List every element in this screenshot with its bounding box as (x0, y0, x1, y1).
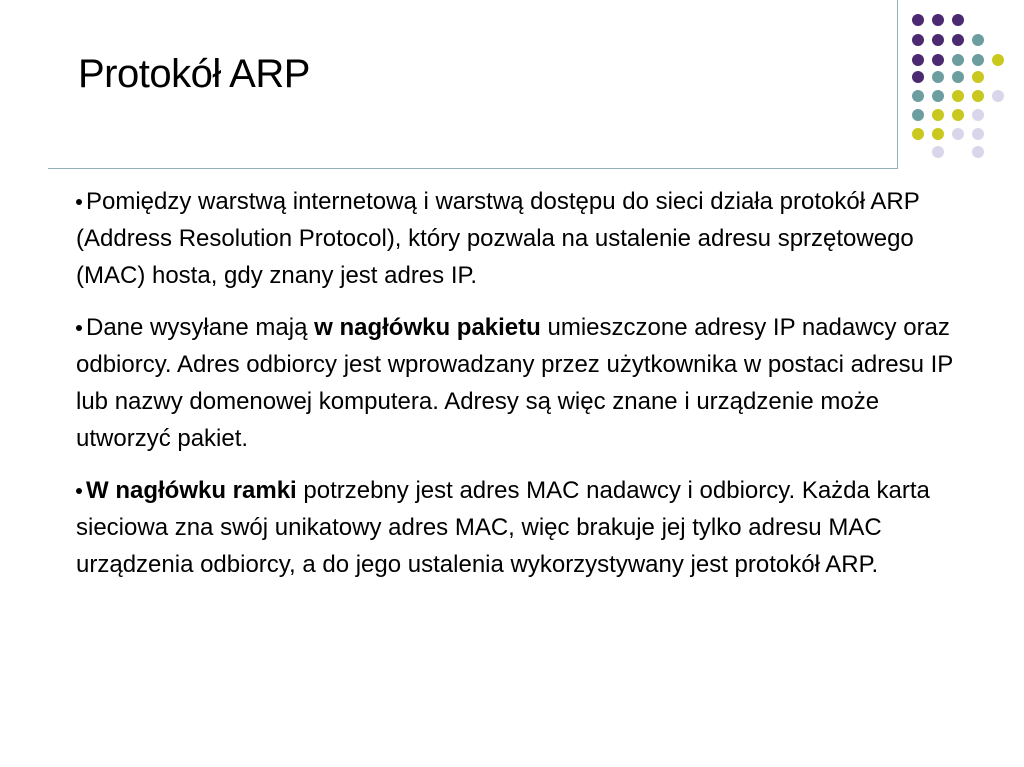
decorative-dot (972, 128, 984, 140)
decorative-dot (972, 109, 984, 121)
bullet-paragraph-1 (76, 183, 956, 294)
decorative-dot (912, 34, 924, 46)
paragraph-text: Dane wysyłane mają (86, 314, 315, 341)
decorative-dot (972, 71, 984, 83)
decorative-dot (932, 14, 944, 26)
decorative-dot (912, 14, 924, 26)
decorative-dot (972, 146, 984, 158)
bullet-paragraph-3 (76, 472, 956, 583)
decorative-dot (932, 90, 944, 102)
bullet-icon (76, 488, 82, 494)
decorative-dot (972, 90, 984, 102)
decorative-dot-grid (0, 0, 1024, 170)
bullet-icon (76, 325, 82, 331)
decorative-dot (912, 109, 924, 121)
decorative-dot (932, 71, 944, 83)
decorative-dot (992, 54, 1004, 66)
decorative-dot (952, 90, 964, 102)
decorative-dot (952, 14, 964, 26)
paragraph-text: Pomiędzy warstwą internetową i warstwą dostępu do sieci działa protokół ARP (Address Resolution Protocol), który pozwala na ustalenie adresu sprzętowego (MAC) hosta, gdy znany jest adres IP. (76, 188, 920, 289)
decorative-dot (932, 109, 944, 121)
paragraph-bold-text: w nagłówku pakietu (314, 314, 541, 341)
decorative-dot (952, 34, 964, 46)
decorative-dot (972, 34, 984, 46)
decorative-dot (952, 109, 964, 121)
paragraph-text: potrzebny jest adres MAC nadawcy i odbiorcy. Każda karta sieciowa zna swój unikatowy adres MAC, więc brakuje jej tylko adresu MAC urządzenia odbiorcy, a do jego ustalenia wykorzystywany jest protokół ARP. (76, 477, 930, 578)
bullet-paragraph-2 (76, 309, 956, 457)
paragraph-text: umieszczone adresy IP nadawcy oraz odbiorcy. Adres odbiorcy jest wprowadzany przez użytkownika w postaci adresu IP lub nazwy domenowej komputera. Adresy są więc znane i urządzenie może utworzyć pakiet. (76, 314, 953, 452)
bullet-icon (76, 199, 82, 205)
decorative-dot (912, 90, 924, 102)
decorative-dot (932, 54, 944, 66)
decorative-dot (992, 90, 1004, 102)
decorative-dot (912, 71, 924, 83)
paragraph-bold-text: W nagłówku ramki (86, 477, 297, 504)
decorative-dot (952, 54, 964, 66)
decorative-dot (932, 146, 944, 158)
decorative-dot (972, 54, 984, 66)
slide-body (76, 183, 956, 598)
decorative-dot (952, 71, 964, 83)
decorative-dot (912, 54, 924, 66)
decorative-dot (912, 128, 924, 140)
decorative-dot (932, 128, 944, 140)
slide-title: Protokół ARP (78, 52, 310, 96)
decorative-dot (932, 34, 944, 46)
decorative-dot (952, 128, 964, 140)
